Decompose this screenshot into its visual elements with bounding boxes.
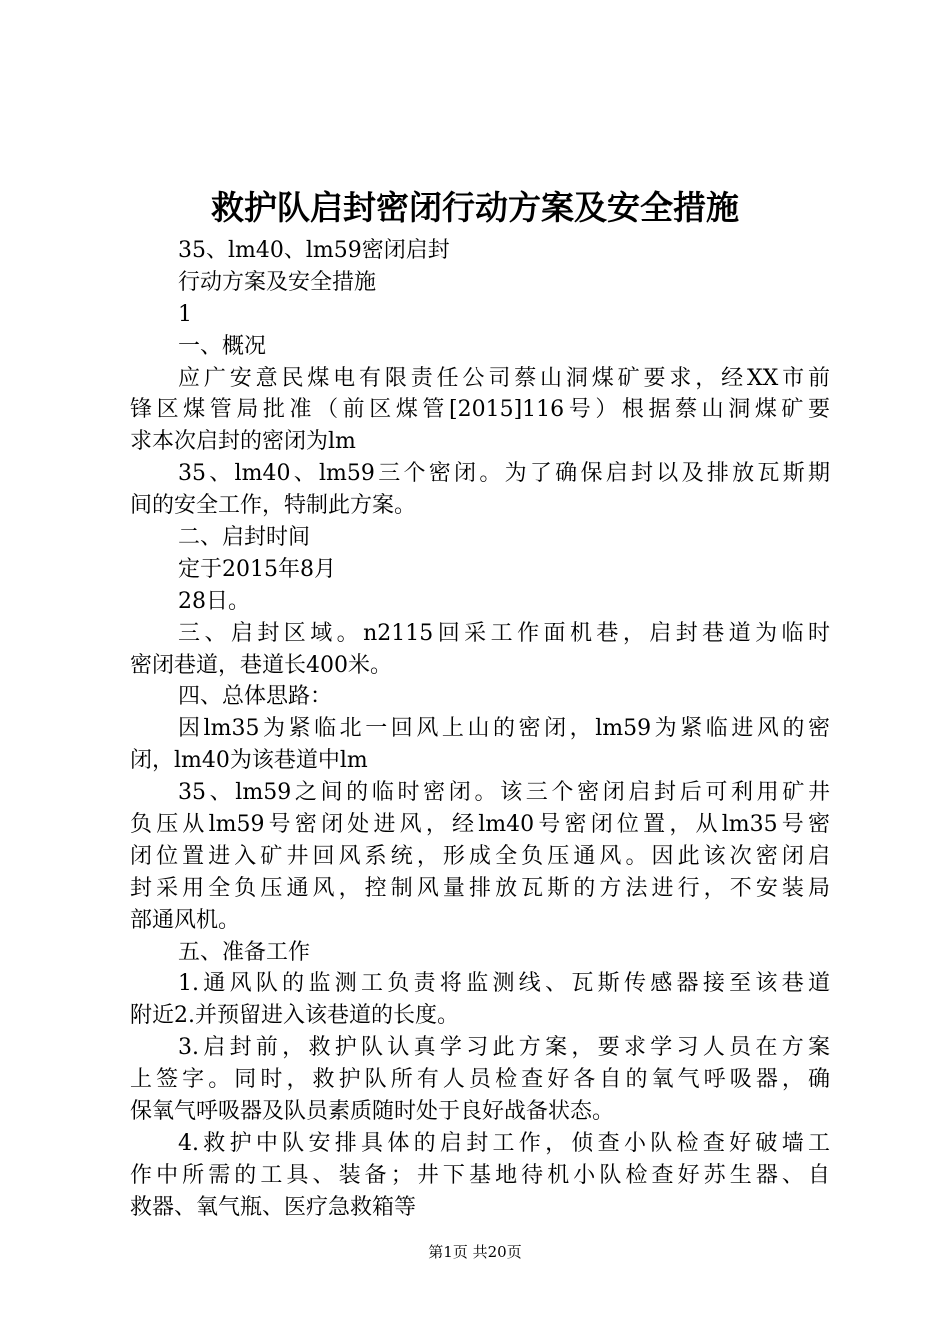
body-line: 1 (178, 301, 192, 327)
document-title: 救护队启封密闭行动方案及安全措施 (211, 188, 739, 227)
body-line: 部通风机。 (130, 907, 241, 933)
body-line: 应广安意民煤电有限责任公司蔡山洞煤矿要求，经XX市前 (178, 365, 830, 391)
section-heading: 五、准备工作 (178, 939, 311, 965)
body-line: 三、启封区域。n2115回采工作面机巷，启封巷道为临时 (178, 620, 830, 646)
body-line: 闭，lm40为该巷道中lm (130, 748, 368, 774)
body-line: 负压从lm59号密闭处进风，经lm40号密闭位置，从lm35号密 (130, 812, 830, 838)
body-line: 35、lm59之间的临时密闭。该三个密闭启封后可利用矿井 (178, 780, 830, 806)
body-line: 间的安全工作，特制此方案。 (130, 493, 417, 519)
body-line: 救器、氧气瓶、医疗急救箱等 (130, 1194, 417, 1220)
body-line: 1.通风队的监测工负责将监测线、瓦斯传感器接至该巷道 (178, 971, 830, 997)
document-body (130, 235, 830, 1224)
body-line: 密闭巷道，巷道长400米。 (130, 652, 392, 678)
body-line: 上签字。同时，救护队所有人员检查好各自的氧气呼吸器，确 (130, 1067, 830, 1093)
body-line: 4.救护中队安排具体的启封工作，侦查小队检查好破墙工 (178, 1130, 830, 1156)
body-line: 35、lm40、lm59密闭启封 (178, 238, 450, 263)
body-line: 行动方案及安全措施 (178, 269, 377, 295)
body-line: 闭位置进入矿井回风系统，形成全负压通风。因此该次密闭启 (130, 843, 830, 869)
body-line: 封采用全负压通风，控制风量排放瓦斯的方法进行，不安装局 (130, 875, 830, 901)
body-line: 因lm35为紧临北一回风上山的密闭，lm59为紧临进风的密 (178, 716, 830, 742)
body-line: 附近2.并预留进入该巷道的长度。 (130, 1003, 459, 1029)
page-number: 第1页 共20页 (428, 1243, 522, 1261)
section-heading: 四、总体思路： (178, 684, 333, 710)
body-line: 35、lm40、lm59三个密闭。为了确保启封以及排放瓦斯期 (178, 461, 830, 487)
body-line: 28日。 (178, 588, 250, 614)
section-heading: 二、启封时间 (178, 525, 311, 551)
body-line: 定于2015年8月 (178, 556, 336, 582)
section-heading: 一、概况 (178, 333, 267, 359)
body-line: 求本次启封的密闭为lm (130, 429, 356, 455)
body-line: 作中所需的工具、装备；井下基地待机小队检查好苏生器、自 (130, 1162, 830, 1188)
body-line: 3.启封前，救护队认真学习此方案，要求学习人员在方案 (178, 1035, 830, 1061)
body-line: 保氧气呼吸器及队员素质随时处于良好战备状态。 (130, 1099, 615, 1125)
body-line: 锋区煤管局批准（前区煤管[2015]116号）根据蔡山洞煤矿要 (130, 397, 830, 423)
